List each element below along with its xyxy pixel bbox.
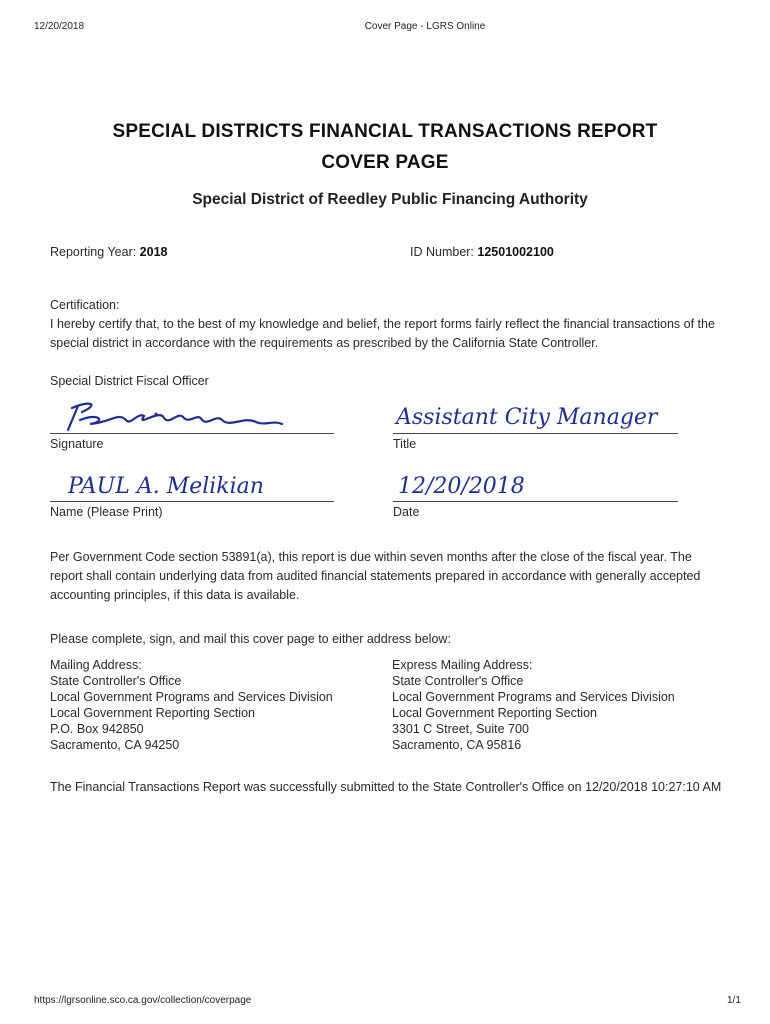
report-subtitle: COVER PAGE <box>321 152 449 173</box>
submission-text: The Financial Transactions Report was successfully submitted to the State Controller's Office on 12/20/2018 10:27:10 AM <box>50 780 722 794</box>
mailing-address <box>50 657 333 753</box>
date-label: Date <box>393 505 420 519</box>
express-address-line: Sacramento, CA 95816 <box>392 738 522 752</box>
name-line <box>50 501 334 502</box>
mailing-address-line: Local Government Programs and Services Division <box>50 690 333 704</box>
title-label: Title <box>393 437 417 451</box>
mailing-address-line: Local Government Reporting Section <box>50 706 255 720</box>
fiscal-officer-heading: Special District Fiscal Officer <box>50 374 209 388</box>
signature-image <box>60 398 290 438</box>
express-address-line: State Controller's Office <box>392 674 524 688</box>
title-value: Assistant City Manager <box>396 405 658 430</box>
mailing-address-line: State Controller's Office <box>50 674 182 688</box>
mail-instruction: Please complete, sign, and mail this cover page to either address below: <box>50 632 451 646</box>
express-address-line: Local Government Programs and Services Division <box>392 690 675 704</box>
date-value: 12/20/2018 <box>398 474 525 499</box>
id-number <box>410 243 554 262</box>
footer-page-number: 1/1 <box>727 995 741 1006</box>
express-address <box>392 657 675 753</box>
reporting-year-label: Reporting Year: <box>50 245 137 259</box>
reporting-year-value: 2018 <box>139 245 168 259</box>
date-line <box>393 501 678 502</box>
footer-url[interactable]: https://lgrsonline.sco.ca.gov/collection/coverpage <box>34 995 252 1006</box>
title-line <box>393 433 678 434</box>
mailing-address-line: Sacramento, CA 94250 <box>50 738 180 752</box>
print-page-title: Cover Page - LGRS Online <box>364 21 486 32</box>
name-label: Name (Please Print) <box>50 505 163 519</box>
name-value: PAUL A. Melikian <box>68 474 264 499</box>
reporting-year <box>50 243 167 262</box>
certification-text: I hereby certify that, to the best of my knowledge and belief, the report forms fairly reflect the financial transactions of the special district in accordance with the requirements as prescribed by the California State Controller. <box>50 317 715 350</box>
report-title: SPECIAL DISTRICTS FINANCIAL TRANSACTIONS REPORT <box>112 121 658 142</box>
district-name: Special District of Reedley Public Financing Authority <box>192 191 588 208</box>
signature-label: Signature <box>50 437 104 451</box>
certification-heading: Certification: <box>50 298 120 312</box>
express-address-heading: Express Mailing Address: <box>392 658 533 672</box>
id-number-label: ID Number: <box>410 245 474 259</box>
id-number-value: 12501002100 <box>477 245 554 259</box>
print-date: 12/20/2018 <box>34 21 85 32</box>
mailing-address-heading: Mailing Address: <box>50 658 142 672</box>
express-address-line: Local Government Reporting Section <box>392 706 597 720</box>
signature-line <box>50 433 334 434</box>
mailing-address-line: P.O. Box 942850 <box>50 722 144 736</box>
government-code-text: Per Government Code section 53891(a), this report is due within seven months after the close of the fiscal year. The report shall contain underlying data from audited financial statements prepared in accordance with generally accepted accounting principles, if this data is available. <box>50 550 701 602</box>
express-address-line: 3301 C Street, Suite 700 <box>392 722 529 736</box>
